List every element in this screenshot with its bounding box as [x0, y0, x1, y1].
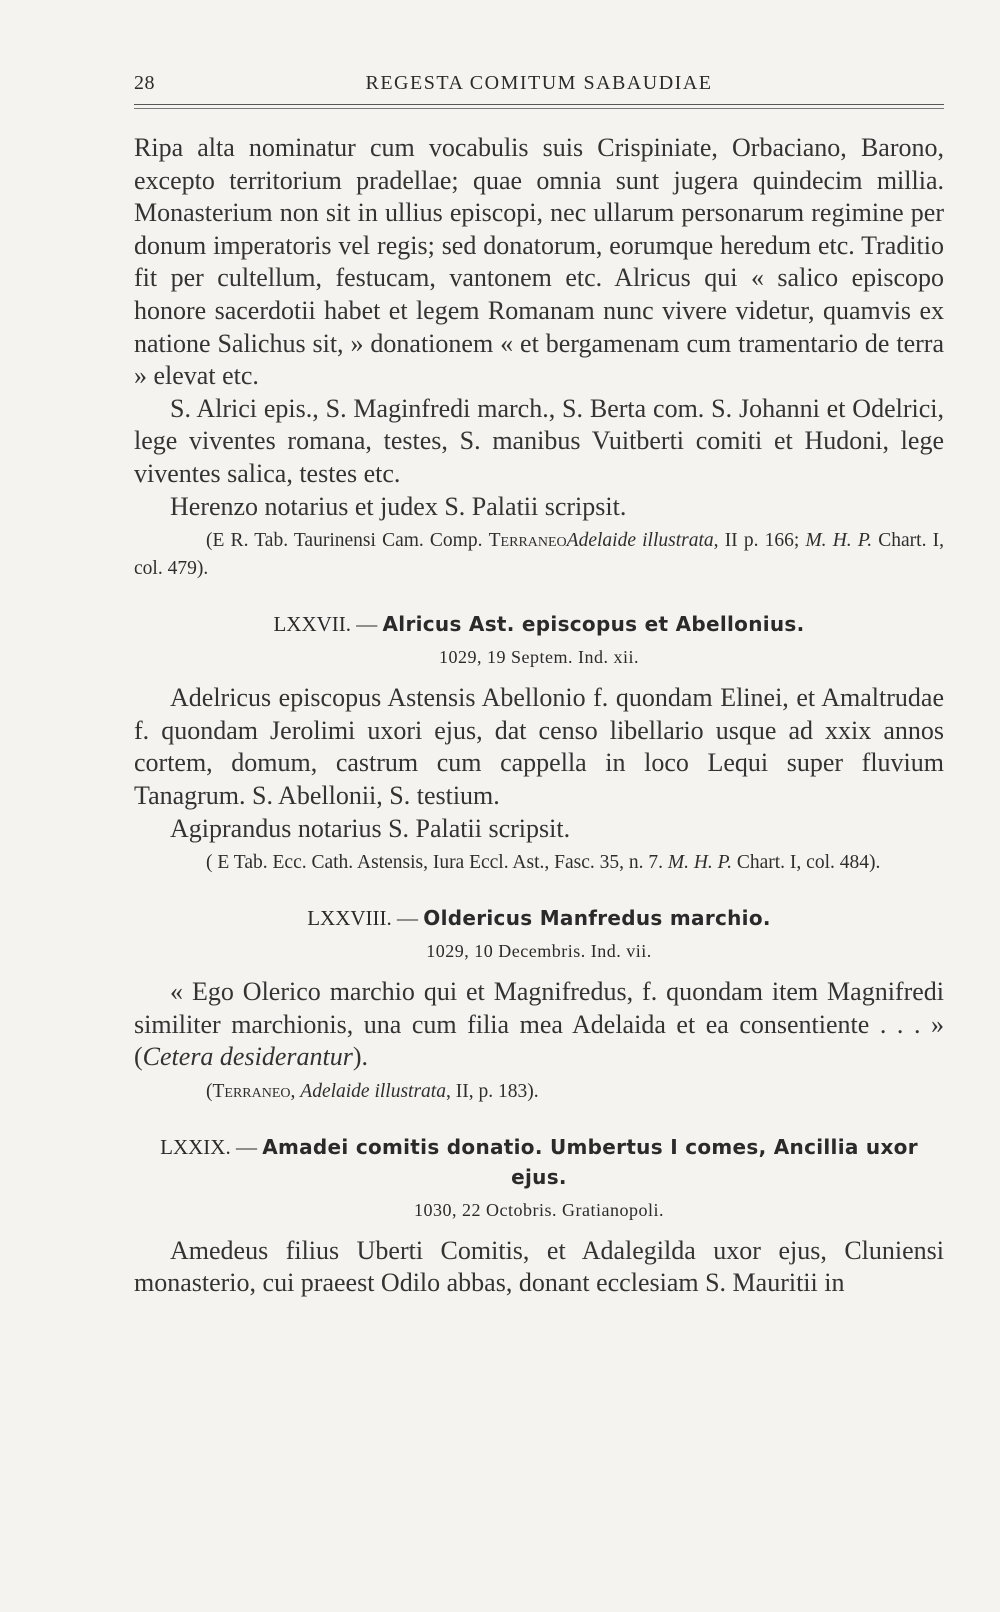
note-work: Adelaide illustrata — [300, 1080, 446, 1102]
note-text: ( E Tab. Ecc. Cath. Astensis, Iura Eccl. Ast., Fasc. 35, n. 7. — [206, 852, 668, 874]
note-author: Terraneo — [488, 530, 567, 552]
witness-paragraph: S. Alrici epis., S. Maginfredi march., S. Berta com. S. Johanni et Odelrici, lege viventes romana, testes, S. manibus Vuitberti comiti et Hudoni, lege viventes salica, testes etc. — [134, 393, 944, 488]
entry-number: LXXVIII. — — [307, 906, 419, 931]
page-content — [134, 132, 944, 1300]
note-mhp: M. H. P. — [805, 530, 873, 552]
source-note — [134, 527, 944, 583]
entry-text: Amedeus filius Uberti Comitis, et Adalegilda uxor ejus, Cluniensi monasterio, cui praeest Odilo abbas, donant ecclesiam S. Mauritii in — [134, 1235, 944, 1298]
scribe-line: Herenzo notarius et judex S. Palatii scripsit. — [170, 491, 627, 521]
entry-heading: Alricus Ast. episcopus et Abellonius. — [382, 612, 805, 637]
entry-date: 1029, 19 Septem. Ind. xii. — [439, 647, 639, 668]
entry-title — [134, 1132, 944, 1192]
header-rule-thin — [134, 108, 944, 109]
note-mhp: M. H. P. — [667, 852, 732, 874]
note-text: , II, p. 183). — [445, 1080, 539, 1102]
note-work: Adelaide illustrata — [566, 530, 714, 552]
entry-text: Adelricus episcopus Astensis Abellonio f. quondam Elinei, et Amaltrudae f. quondam Jerolimi uxori ejus, dat censo libellario usque ad xxix annos cortem, domum, castrum cum cappella in loco Lequi super fluvium Tanagrum. S. Abellonii, S. testium. — [134, 683, 944, 810]
entry-text-main: « Ego Olerico marchio qui et Magnifredus, f. quondam item Magnifredi similiter marchionis, una cum filia mea Adelaida et ea consentiente . . . » ( — [134, 977, 944, 1072]
entry-date: 1029, 10 Decembris. Ind. vii. — [426, 941, 652, 962]
note-author: Terraneo — [212, 1080, 291, 1102]
source-note: (Terraneo, Adelaide illustrata, II, p. 183). — [206, 1080, 539, 1102]
header-rule — [134, 104, 944, 105]
note-text: (E R. Tab. Taurinensi Cam. Comp. — [206, 530, 489, 552]
note-text: Chart. I, col. 484). — [731, 852, 881, 874]
entry-heading: Amadei comitis donatio. Umbertus I comes, Ancillia uxor ejus. — [262, 1134, 918, 1189]
entry-text-italic: Cetera desiderantur — [142, 1042, 353, 1072]
entry-title — [134, 609, 944, 639]
entry-heading: Oldericus Manfredus marchio. — [423, 906, 771, 931]
note-text: ( — [206, 1080, 213, 1102]
entry-number: LXXIX. — — [160, 1134, 257, 1159]
entry-date: 1030, 22 Octobris. Gratianopoli. — [414, 1199, 664, 1220]
note-text: Chart. I, col. 479). — [134, 530, 944, 580]
source-note — [134, 849, 944, 877]
entry-text — [134, 976, 944, 1074]
scribe-line: Agiprandus notarius S. Palatii scripsit. — [170, 813, 571, 843]
entry-number: LXXVII. — — [273, 612, 378, 637]
page-header — [134, 72, 944, 100]
page-number: 28 — [134, 72, 155, 94]
entry-title — [134, 903, 944, 933]
entry-text-end: ). — [352, 1042, 368, 1072]
note-text: , II p. 166; — [713, 530, 806, 552]
continued-paragraph: Ripa alta nominatur cum vocabulis suis Crispiniate, Orbaciano, Barono, excepto territorium pradellae; quae omnia sunt jugera quindecim millia. Monasterium non sit in ullius episcopi, nec ullarum personarum regimine per donum imperatoris vel regis; sed donatorum, eorumque heredum etc. Traditio fit per cultellum, festucam, vantonem etc. Alricus qui « salico episcopo honore sacerdotii habet et legem Romanam nunc vivere videtur, quamvis ex natione Salichus sit, » donationem « et bergamenam cum tramentario de terra » elevat etc. — [134, 133, 944, 391]
running-title: REGESTA COMITUM SABAUDIAE — [365, 72, 713, 94]
